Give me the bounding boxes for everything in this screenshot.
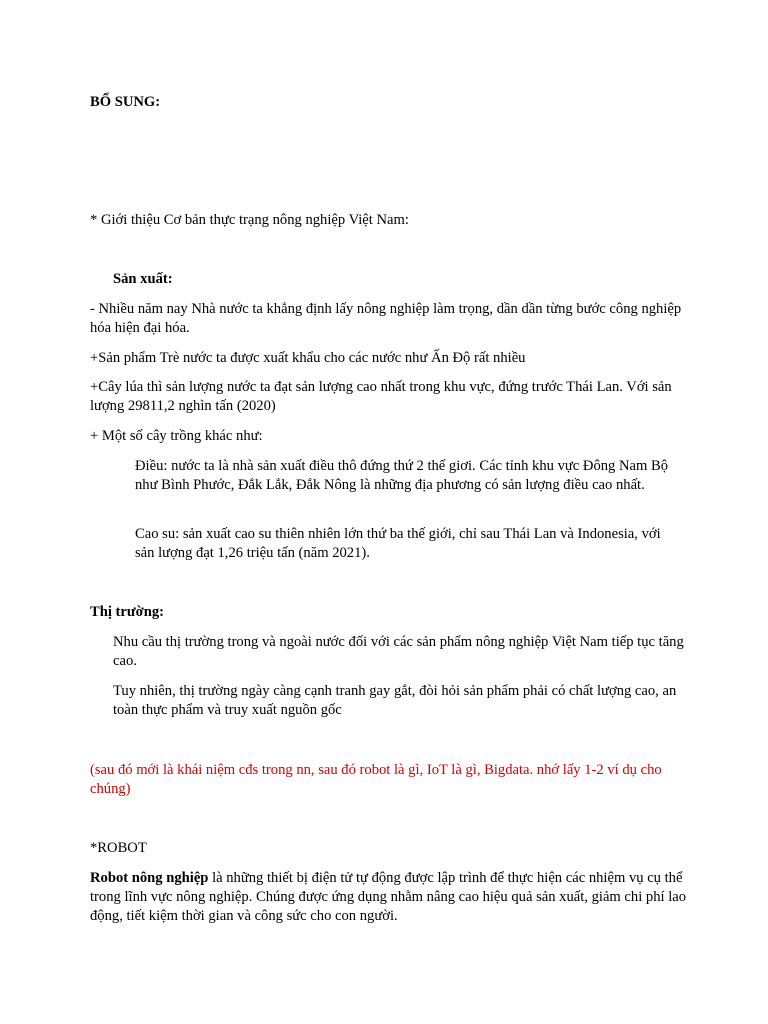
robot-term: Robot nông nghiệp <box>90 870 209 886</box>
market-paragraph-2: Tuy nhiên, thị trường ngày càng cạnh tranh gay gắt, đòi hỏi sản phẩm phải có chất lượng cao, an toàn thực phẩm và truy xuất nguồn gốc <box>113 683 677 718</box>
market-paragraph-1: Nhu cầu thị trường trong và ngoài nước đối với các sản phẩm nông nghiệp Việt Nam tiếp tục tăng cao. <box>113 634 684 669</box>
market-heading: Thị trường: <box>90 604 165 620</box>
rubber-paragraph: Cao su: sản xuất cao su thiên nhiên lớn thứ ba thế giới, chỉ sau Thái Lan và Indonesia, với sản lượng đạt 1,26 triệu tấn (năm 2021). <box>135 526 661 561</box>
production-paragraph-1: - Nhiều năm nay Nhà nước ta khẳng định lấy nông nghiệp làm trọng, dần dần từng bước công nghiệp hóa hiện đại hóa. <box>90 301 682 336</box>
robot-definition-paragraph <box>90 869 690 926</box>
production-paragraph-2: +Sản phẩm Trè nước ta được xuất khẩu cho các nước như Ấn Độ rất nhiều <box>90 350 526 366</box>
intro-line: * Giới thiệu Cơ bản thực trạng nông nghiệp Việt Nam: <box>90 212 409 228</box>
production-heading: Sản xuất: <box>113 271 173 287</box>
production-paragraph-3: +Cây lúa thì sản lượng nước ta đạt sản lượng cao nhất trong khu vực, đứng trước Thái Lan. Với sản lượng 29811,2 nghìn tấn (2020) <box>90 379 672 414</box>
production-paragraph-4: + Một số cây trồng khác như: <box>90 428 263 444</box>
outline-note: (sau đó mới là khái niệm cđs trong nn, sau đó robot là gì, IoT là gì, Bigdata. nhớ lấy 1-2 ví dụ cho chúng) <box>90 762 662 797</box>
supplement-heading: BỔ SUNG: <box>90 94 161 110</box>
robot-definition: là những thiết bị điện tử tự động được lập trình để thực hiện các nhiệm vụ cụ thể trong lĩnh vực nông nghiệp. Chúng được ứng dụng nhằm nâng cao hiệu quả sản xuất, giảm chi phí lao động, tiết kiệm thời gian và công sức cho con người. <box>90 870 687 924</box>
robot-heading: *ROBOT <box>90 840 147 856</box>
cashew-paragraph: Điều: nước ta là nhà sản xuất điều thô đứng thứ 2 thế giơi. Các tỉnh khu vực Đông Nam Bộ như Bình Phước, Đắk Lắk, Đắk Nông là những địa phương có sản lượng điều cao nhất. <box>135 458 669 493</box>
